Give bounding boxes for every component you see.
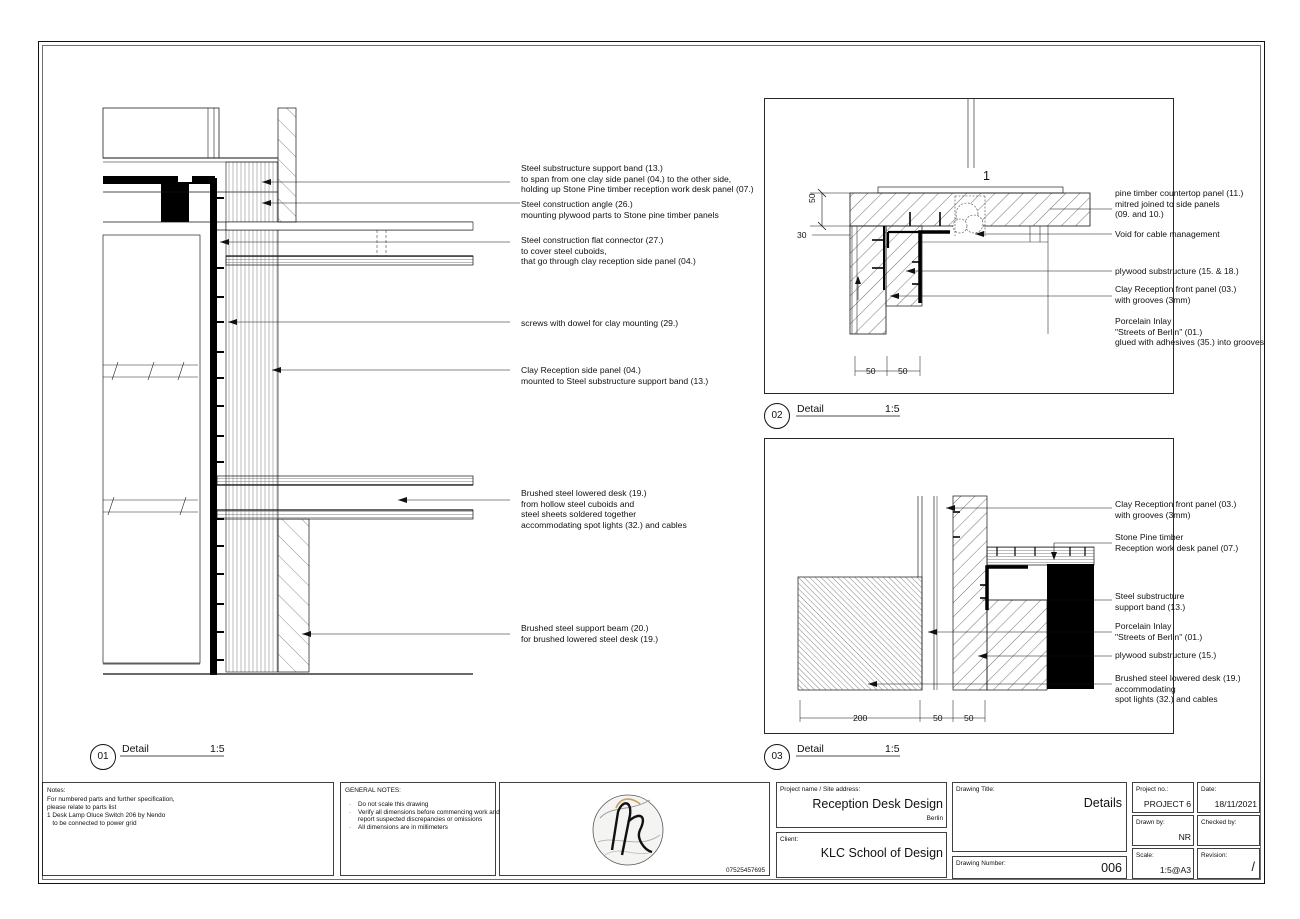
d1-label-clay-side-panel: Clay Reception side panel (04.) mounted to Steel substructure support band (13.) xyxy=(521,365,709,386)
drawing-title: Details xyxy=(1083,796,1122,810)
checked-by-label: Checked by: xyxy=(1201,819,1237,826)
general-note-item: · Do not scale this drawing xyxy=(358,801,504,809)
d2-dim-50-b: 50 xyxy=(898,366,908,376)
d1-label-construction-angle: Steel construction angle (26.) mounting plywood parts to Stone pine timber panels xyxy=(521,199,719,220)
detail-01-drawing xyxy=(103,108,520,675)
d3-label-desk-panel: Stone Pine timber Reception work desk panel (07.) xyxy=(1115,532,1239,553)
date-label: Date: xyxy=(1201,786,1217,793)
detail-03-drawing xyxy=(765,439,1174,734)
d3-label-support-band: Steel substructure support band (13.) xyxy=(1115,591,1186,612)
detail-01-title: Detail xyxy=(122,743,149,755)
detail-01-scale: 1:5 xyxy=(210,743,225,755)
phone-number: 07525457695 xyxy=(726,867,766,874)
scale-value: 1:5@A3 xyxy=(1159,865,1191,875)
revision-value: / xyxy=(1251,860,1255,874)
d1-label-support-band: Steel substructure support band (13.) to span from one clay side panel (04.) to the other side, holding up Stone Pine timber reception work desk panel (07.) xyxy=(521,163,754,195)
d1-label-flat-connector: Steel construction flat connector (27.) to cover steel cuboids, that go through clay reception side panel (04.) xyxy=(521,235,696,267)
client-label: Client: xyxy=(780,836,799,843)
drawn-by-label: Drawn by: xyxy=(1136,819,1165,826)
d1-label-screws: screws with dowel for clay mounting (29.) xyxy=(521,318,679,328)
general-note-item: · Verify all dimensions before commencing work and report suspected discrepancies or omissions xyxy=(358,809,504,824)
d2-label-plywood: plywood substructure (15. & 18.) xyxy=(1115,266,1239,276)
detail-02-drawing xyxy=(765,98,1174,394)
drawing-title-label: Drawing Title: xyxy=(956,786,995,793)
d2-dim-50-vertical: 50 xyxy=(807,193,817,203)
date-value: 18/11/2021 xyxy=(1214,799,1257,809)
d2-label-porcelain: Porcelain Inlay "Streets of Berlin" (01.) glued with adhesives (35.) into grooves xyxy=(1115,316,1265,348)
project-name: Reception Desk Design xyxy=(812,797,943,811)
d2-label-void: Void for cable management xyxy=(1115,229,1220,239)
drawing-number: 006 xyxy=(1101,861,1122,875)
d3-label-porcelain: Porcelain Inlay "Streets of Berlin" (01.) xyxy=(1115,621,1203,642)
detail-03-scale: 1:5 xyxy=(885,743,900,755)
d3-dim-50-b: 50 xyxy=(964,713,974,723)
detail-02-title: Detail xyxy=(797,403,824,415)
d3-dim-50-a: 50 xyxy=(933,713,943,723)
d3-label-front-panel: Clay Reception front panel (03.) with grooves (3mm) xyxy=(1115,499,1237,520)
detail-01-number: 01 xyxy=(90,744,116,770)
detail-03-title: Detail xyxy=(797,743,824,755)
project-name-label: Project name / Site address: xyxy=(780,786,861,793)
d3-label-plywood: plywood substructure (15.) xyxy=(1115,650,1217,660)
d2-dim-50-a: 50 xyxy=(866,366,876,376)
d2-label-front-panel: Clay Reception front panel (03.) with grooves (3mm) xyxy=(1115,284,1237,305)
notes-body: For numbered parts and further specification, please relate to parts list 1 Desk Lamp Oluce Switch 206 by Nendo to be connected to power grid xyxy=(47,796,175,827)
detail-02-number: 02 xyxy=(764,403,790,429)
revision-label: Revision: xyxy=(1201,852,1228,859)
d1-label-lowered-desk: Brushed steel lowered desk (19.) from hollow steel cuboids and steel sheets soldered together accommodating spot lights (32.) and cables xyxy=(521,488,687,530)
drawn-by: NR xyxy=(1178,832,1191,842)
d3-dim-200: 200 xyxy=(853,713,868,723)
logo xyxy=(593,795,663,865)
client-name: KLC School of Design xyxy=(820,846,943,860)
general-notes-title: GENERAL NOTES: xyxy=(345,787,401,794)
detail-02-scale: 1:5 xyxy=(885,403,900,415)
d2-label-countertop: pine timber countertop panel (11.) mitred joined to side panels (09. and 10.) xyxy=(1115,188,1244,220)
d2-section-marker: 1 xyxy=(983,169,990,183)
scale-label: Scale: xyxy=(1136,852,1154,859)
d1-label-support-beam: Brushed steel support beam (20.) for brushed lowered steel desk (19.) xyxy=(521,623,659,644)
drawing-number-label: Drawing Number: xyxy=(956,860,1006,867)
d2-dim-30: 30 xyxy=(797,230,807,240)
notes-title: Notes: xyxy=(47,787,66,794)
d3-label-lowered-desk: Brushed steel lowered desk (19.) accommodating spot lights (32.) and cables xyxy=(1115,673,1241,705)
project-city: Berlin xyxy=(926,815,943,822)
project-no-label: Project no.: xyxy=(1136,786,1169,793)
detail-03-number: 03 xyxy=(764,744,790,770)
project-no: PROJECT 6 xyxy=(1143,799,1191,809)
general-notes-list xyxy=(346,801,504,831)
general-note-item: · All dimensions are in millimeters xyxy=(358,824,504,832)
